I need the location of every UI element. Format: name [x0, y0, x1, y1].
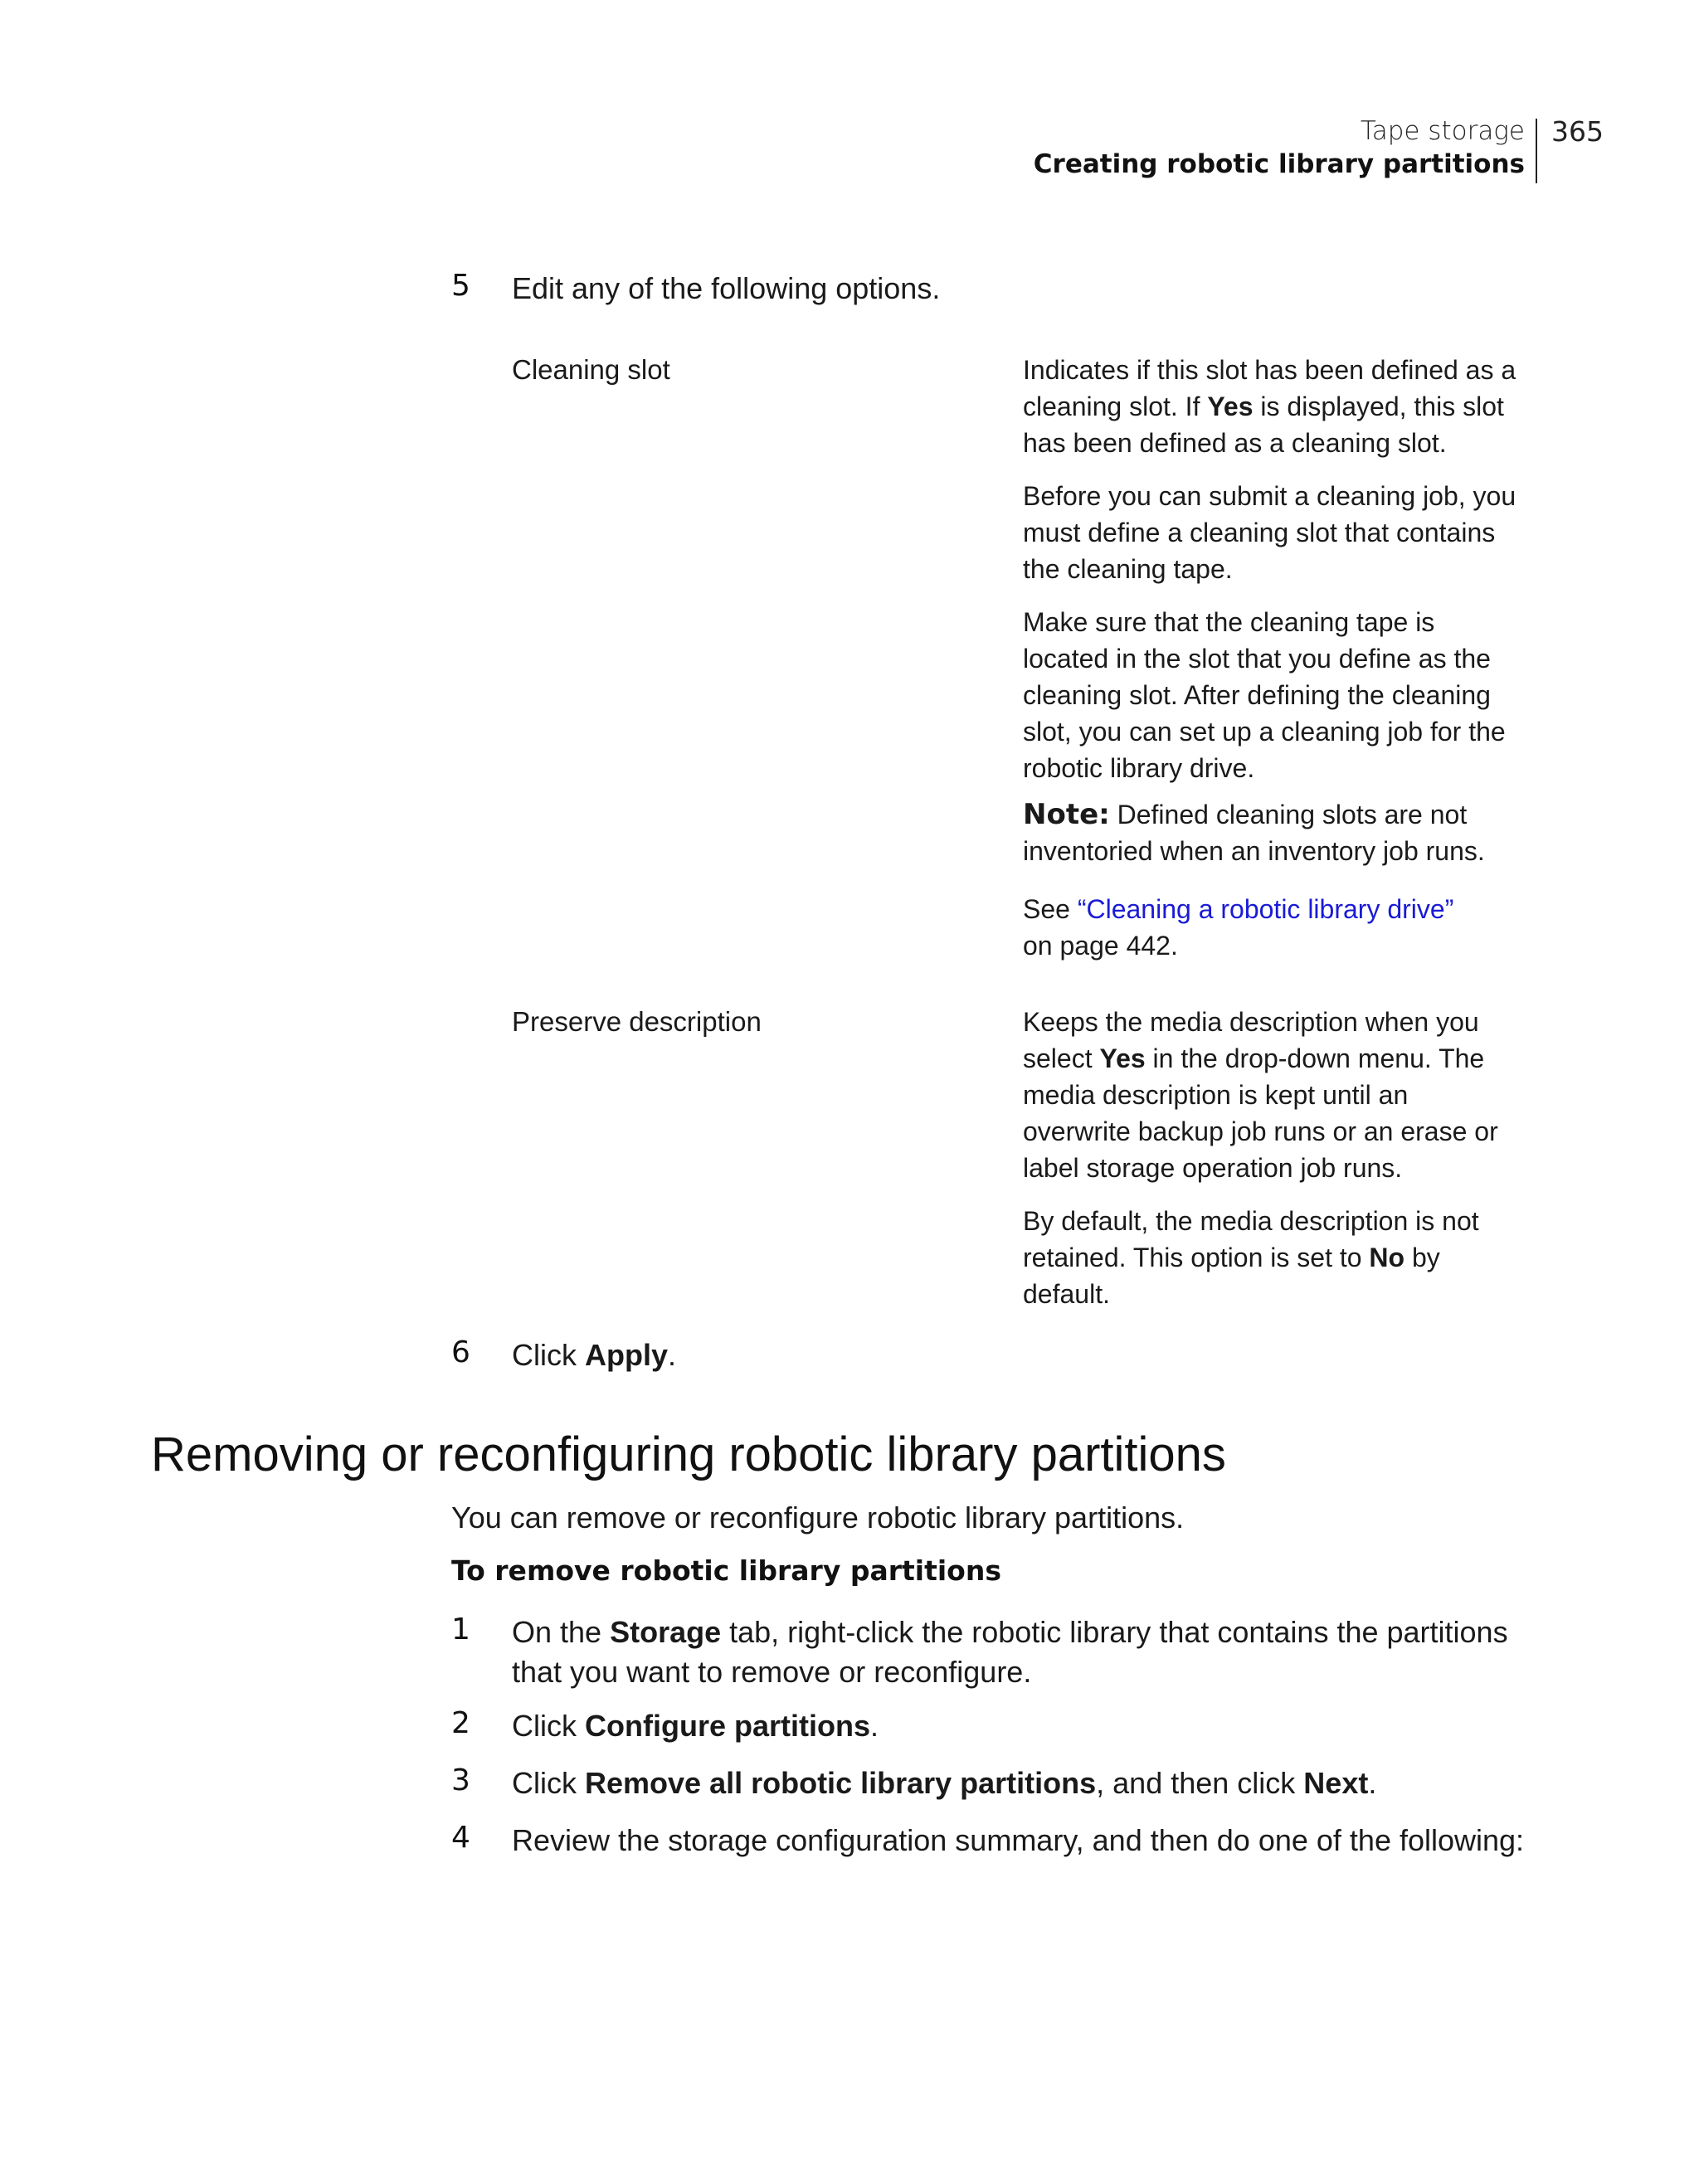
- text-run: is displayed, this slot has been defined as a cleaning slot.: [1023, 392, 1504, 458]
- bold-term: Remove all robotic library partitions: [585, 1766, 1097, 1800]
- description-paragraph: Before you can submit a cleaning job, you must define a cleaning slot that contains the cleaning tape.: [1023, 481, 1516, 584]
- step-number-4: 4: [451, 1821, 470, 1855]
- option-label-cleaning-slot: Cleaning slot: [512, 354, 670, 385]
- text-run: Click: [512, 1766, 585, 1800]
- description-paragraph: [1023, 1004, 1521, 1186]
- step-number-2: 2: [451, 1706, 470, 1740]
- text-run: .: [870, 1709, 879, 1743]
- text-run: Click: [512, 1709, 585, 1743]
- option-description-cleaning-slot: [1023, 352, 1521, 980]
- note-text: Defined cleaning slots are not inventoried when an inventory job runs.: [1023, 800, 1485, 866]
- text-run: .: [668, 1338, 677, 1372]
- bold-term: Storage: [610, 1615, 722, 1649]
- step-number-6: 6: [451, 1335, 470, 1369]
- text-run: by default.: [1023, 1243, 1440, 1309]
- procedure-step-3-text: [512, 1763, 1376, 1803]
- option-label-preserve-description: Preserve description: [512, 1006, 762, 1037]
- bold-term: Apply: [585, 1338, 669, 1372]
- description-paragraph: [1023, 352, 1521, 461]
- running-header: [1034, 114, 1525, 181]
- step-5-text: Edit any of the following options.: [512, 271, 941, 305]
- procedure-step-1-text: [512, 1612, 1541, 1692]
- cross-reference-link[interactable]: “Cleaning a robotic library drive”: [1077, 894, 1454, 924]
- description-paragraph: Make sure that the cleaning tape is located in the slot that you define as the cleaning slot. After defining the cleaning slot, you can set up a cleaning job for the robotic library drive.: [1023, 607, 1506, 783]
- text-run: on page 442.: [1023, 931, 1178, 961]
- text-run: On the: [512, 1615, 611, 1649]
- procedure-title: To remove robotic library partitions: [451, 1554, 1001, 1587]
- text-run: , and then click: [1096, 1766, 1304, 1800]
- step-number-1: 1: [451, 1612, 470, 1647]
- text-run: .: [1368, 1766, 1377, 1800]
- option-description-preserve-description: [1023, 1004, 1521, 1329]
- header-topic-title: Creating robotic library partitions: [1033, 149, 1525, 179]
- section-intro: You can remove or reconfigure robotic library partitions.: [451, 1501, 1185, 1535]
- page-number: 365: [1551, 115, 1604, 148]
- step-number-5: 5: [451, 269, 470, 303]
- section-heading: Removing or reconfiguring robotic library partitions: [151, 1428, 1226, 1481]
- header-section-title: Tape storage: [1360, 116, 1525, 146]
- bold-term: Yes: [1207, 392, 1254, 421]
- note-label: Note:: [1023, 798, 1110, 831]
- bold-term: No: [1369, 1243, 1405, 1272]
- procedure-step-4-text: Review the storage configuration summary, and then do one of the following:: [512, 1823, 1525, 1857]
- procedure-step-2-text: [512, 1706, 879, 1746]
- text-run: Keeps the media description when you select: [1023, 1007, 1479, 1073]
- text-run: in the drop-down menu. The media description is kept until an overwrite backup job runs or an erase or label storage operation job runs.: [1023, 1043, 1498, 1183]
- bold-term: Yes: [1099, 1043, 1146, 1073]
- bold-term: Configure partitions: [585, 1709, 870, 1743]
- cross-reference: [1023, 891, 1521, 964]
- text-run: By default, the media description is not retained. This option is set to: [1023, 1206, 1479, 1272]
- text-run: Click: [512, 1338, 585, 1372]
- text-run: Indicates if this slot has been defined as a cleaning slot. If: [1023, 355, 1516, 421]
- header-divider: [1536, 119, 1537, 183]
- text-run: See: [1023, 894, 1078, 924]
- note: [1023, 796, 1521, 869]
- step-6-text: [512, 1335, 676, 1375]
- description-paragraph: [1023, 1203, 1521, 1312]
- step-number-3: 3: [451, 1763, 470, 1797]
- bold-term: Next: [1303, 1766, 1369, 1800]
- text-run: tab, right-click the robotic library that contains the partitions that you want to remove or reconfigure.: [512, 1615, 1508, 1689]
